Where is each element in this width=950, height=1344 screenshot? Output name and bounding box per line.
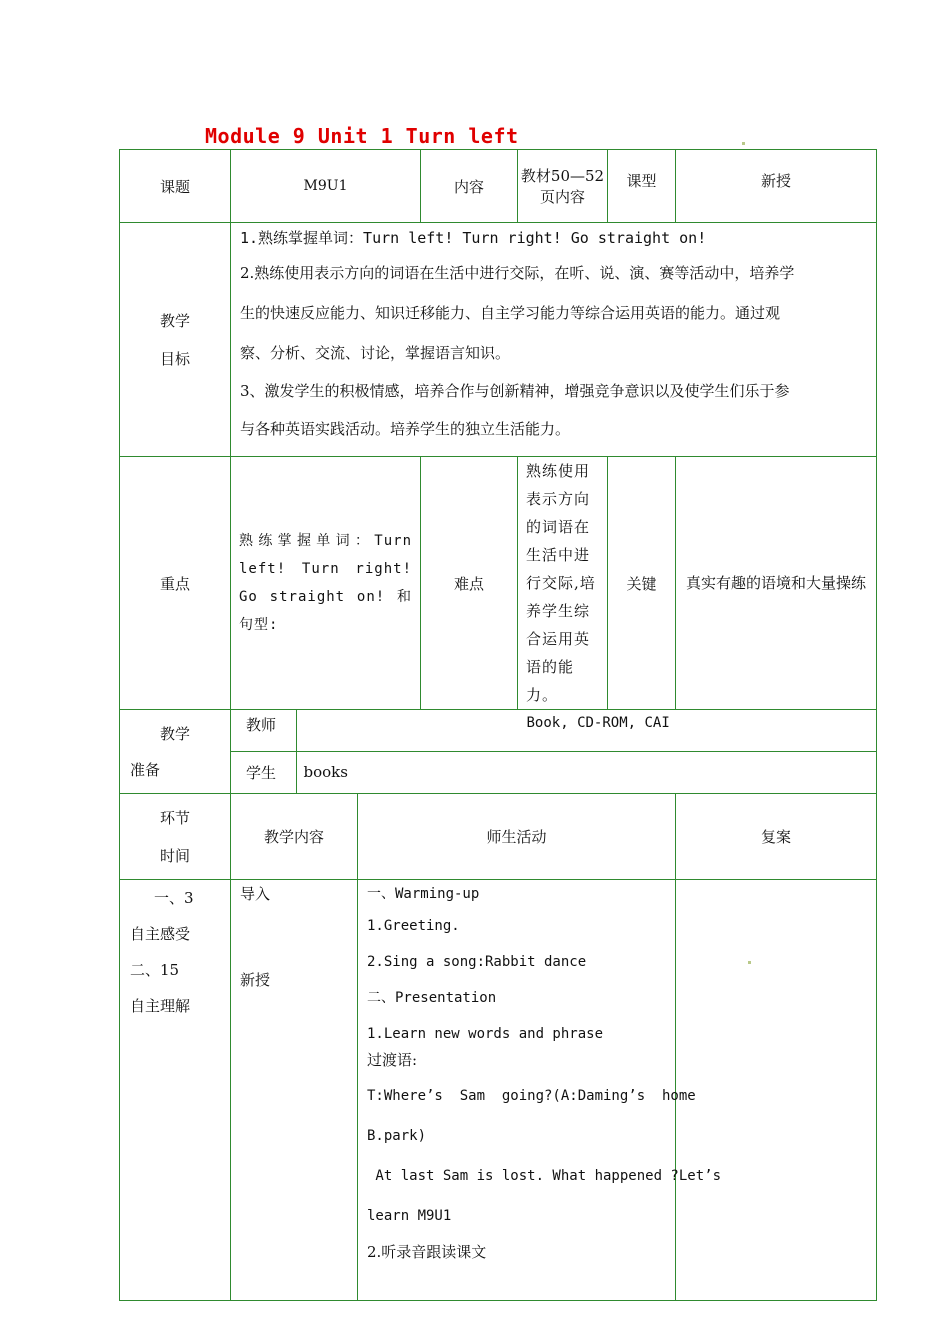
difficulty-value: 熟练使用表示方向的词语在生活中进行交际,培养学生综合运用英语的能力。 xyxy=(518,457,608,710)
difficulty-label: 难点 xyxy=(421,457,518,710)
activity-line: At last Sam is lost. What happened ?Let’s xyxy=(367,1168,722,1184)
activity-line: B.park) xyxy=(367,1128,427,1144)
activity-line: learn M9U1 xyxy=(367,1208,452,1224)
objectives-content xyxy=(231,223,877,457)
objective-line: 2.熟练使用表示方向的词语在生活中进行交际，在听、说、演、赛等活动中，培养学 xyxy=(240,264,795,282)
activity-line: 二、Presentation xyxy=(367,990,497,1006)
topic-label: 课题 xyxy=(120,150,231,223)
activity-line: 过渡语: xyxy=(367,1051,418,1069)
revision-header: 复案 xyxy=(676,794,877,880)
objectives-label-line: 目标 xyxy=(159,349,190,368)
key-point-value: 熟练掌握单词：Turn left! Turn right! Go straight on! 和句型: xyxy=(231,457,421,710)
activity-line: T:Where’s Sam going?(A:Daming’s home xyxy=(367,1088,696,1104)
stage-header-line: 环节 xyxy=(159,808,190,827)
student-label: 学生 xyxy=(231,751,296,793)
stage-cell xyxy=(120,880,231,1301)
lesson-plan-table xyxy=(119,149,877,1301)
content-value: 教材50—52页内容 xyxy=(518,150,608,223)
content-label: 内容 xyxy=(421,150,518,223)
activity-line: 1.Learn new words and phrase xyxy=(367,1026,604,1042)
objective-line: 3、激发学生的积极情感，培养合作与创新精神，增强竞争意识以及使学生们乐于参 xyxy=(240,382,790,400)
objectives-label-line: 教学 xyxy=(159,311,190,330)
crux-value: 真实有趣的语境和大量操练 xyxy=(676,457,877,710)
prep-label-line: 教学 xyxy=(160,724,191,743)
teacher-label: 教师 xyxy=(231,710,296,751)
lesson-type-value: 新授 xyxy=(676,150,877,223)
objective-line: 生的快速反应能力、知识迁移能力、自主学习能力等综合运用英语的能力。通过观 xyxy=(240,304,781,322)
teacher-value: Book, CD-ROM, CAI xyxy=(296,710,876,751)
content-cell xyxy=(231,880,358,1301)
document-title: Module 9 Unit 1 Turn left xyxy=(205,124,519,148)
content-item: 导入 xyxy=(240,885,271,903)
stage-line: 自主理解 xyxy=(130,997,191,1015)
content-item: 新授 xyxy=(240,971,271,989)
prep-inner-table xyxy=(231,710,876,793)
prep-label-line: 准备 xyxy=(130,760,161,779)
key-point-label: 重点 xyxy=(120,457,231,710)
content-header: 教学内容 xyxy=(231,794,358,880)
activity-line: 2.Sing a song:Rabbit dance xyxy=(367,954,587,970)
stage-line: 二、15 xyxy=(130,961,180,979)
revision-cell xyxy=(676,880,877,1301)
objective-line: 与各种英语实践活动。培养学生的独立生活能力。 xyxy=(240,420,571,438)
topic-value: M9U1 xyxy=(231,150,421,223)
objective-line: 1.熟练掌握单词：Turn left! Turn right! Go straight on! xyxy=(240,229,707,247)
activity-line: 2.听录音跟读课文 xyxy=(367,1243,487,1261)
activity-cell xyxy=(358,880,722,1301)
activity-line: 一、Warming-up xyxy=(367,886,480,902)
stage-time-header xyxy=(120,794,231,880)
stage-header-line: 时间 xyxy=(159,846,190,865)
objective-line: 察、分析、交流、讨论，掌握语言知识。 xyxy=(240,344,511,362)
lesson-type-label: 课型 xyxy=(608,150,676,223)
prep-content xyxy=(231,710,877,794)
student-value: books xyxy=(296,751,876,793)
prep-label xyxy=(120,710,231,794)
crux-label: 关键 xyxy=(608,457,676,710)
stage-line: 自主感受 xyxy=(130,925,191,943)
activity-line: 1.Greeting. xyxy=(367,918,460,934)
stray-mark xyxy=(742,142,745,145)
activity-header: 师生活动 xyxy=(358,794,676,880)
stage-line: 一、3 xyxy=(154,889,194,907)
objectives-label xyxy=(120,223,231,457)
